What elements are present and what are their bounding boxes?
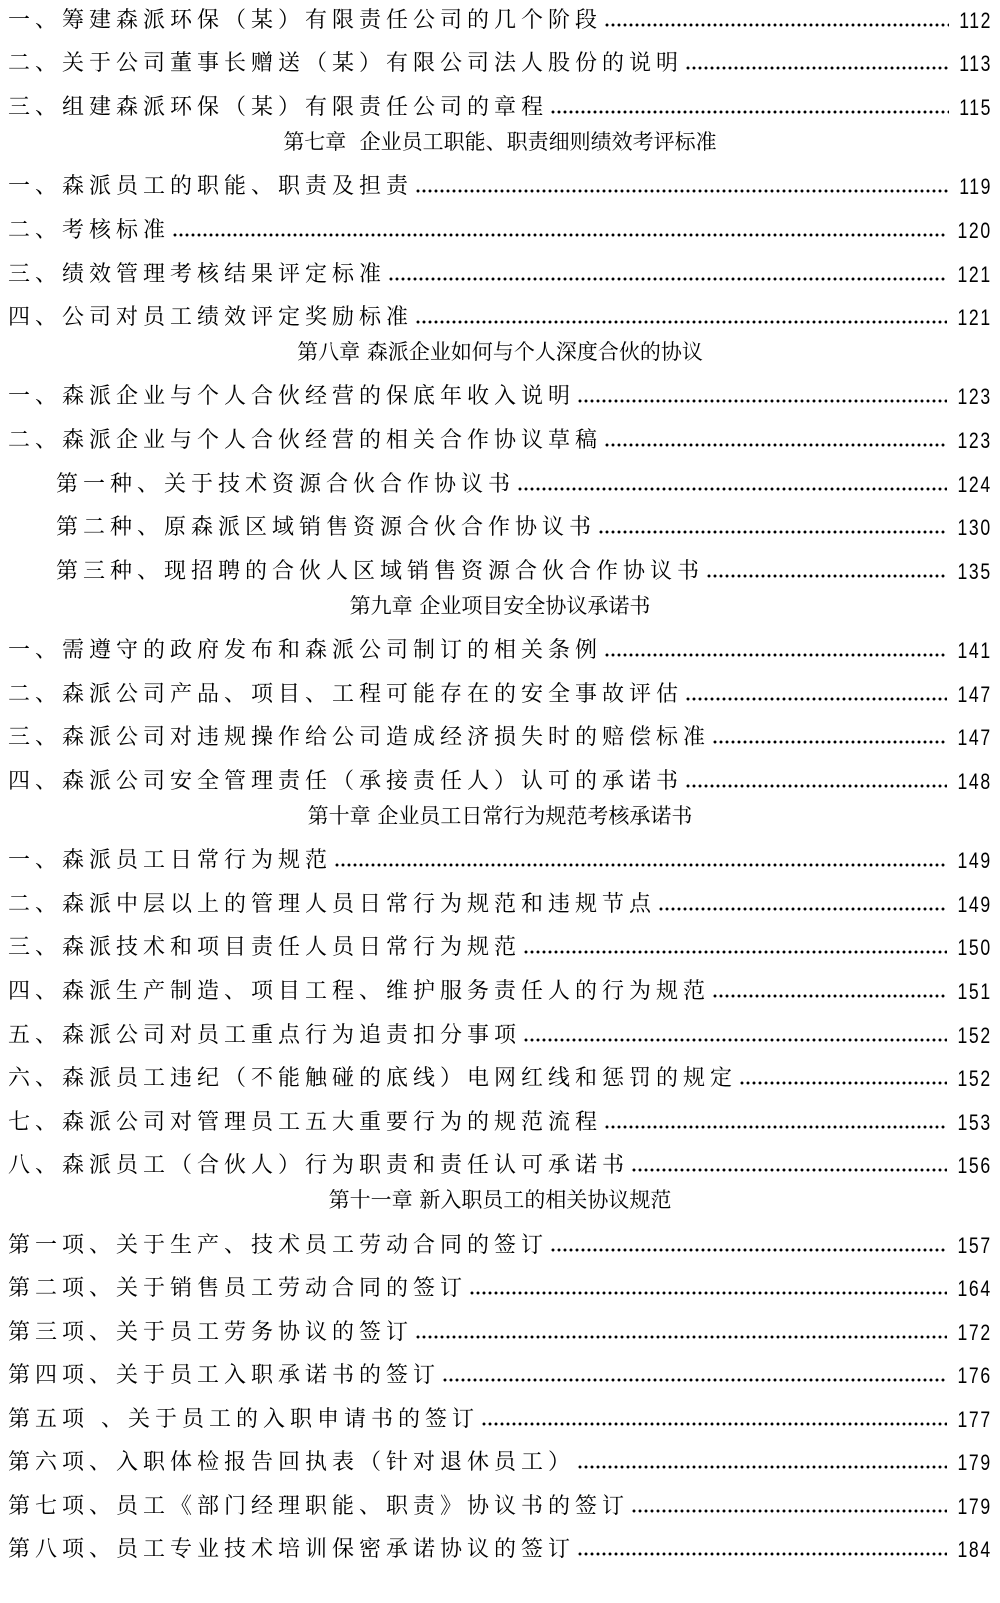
toc-page-number: 130 [957, 515, 992, 540]
toc-entry-title: 一、森派员工的职能、职责及担责 [8, 174, 414, 199]
toc-entry-title: 第二种、原森派区域销售资源合伙合作协议书 [56, 515, 597, 540]
toc-page-number: 179 [957, 1494, 992, 1519]
dot-leader [685, 65, 949, 71]
dot-leader [577, 1551, 947, 1557]
toc-entry[interactable] [8, 886, 992, 920]
toc-page-number: 119 [959, 174, 992, 199]
toc-page-number: 149 [957, 848, 992, 873]
toc-page-number: 141 [957, 638, 992, 663]
dot-leader [604, 22, 949, 28]
toc-entry-title: 第五项 、关于员工的入职申请书的签订 [8, 1407, 479, 1432]
toc-page-number: 112 [959, 8, 992, 33]
dot-leader [481, 1421, 947, 1427]
dot-leader [550, 109, 949, 115]
toc-entry[interactable] [8, 168, 992, 202]
toc-entry-title: 四、森派生产制造、项目工程、维护服务责任人的行为规范 [8, 979, 711, 1004]
toc-entry[interactable] [8, 1401, 992, 1435]
toc-page-number: 156 [957, 1153, 992, 1178]
toc-page-number: 179 [957, 1450, 992, 1475]
toc-entry[interactable] [8, 2, 992, 36]
dot-leader [388, 276, 947, 282]
dot-leader [172, 232, 947, 238]
toc-page-number: 184 [957, 1537, 992, 1562]
toc-page-number: 176 [957, 1363, 992, 1388]
toc-page-number: 123 [957, 384, 992, 409]
dot-leader [598, 529, 947, 535]
dot-leader [658, 906, 947, 912]
toc-entry[interactable] [8, 676, 992, 710]
toc-page-number: 121 [957, 262, 992, 287]
dot-leader [577, 1464, 947, 1470]
toc-entry[interactable] [8, 842, 992, 876]
toc-page-number: 157 [957, 1233, 992, 1258]
toc-entry-title: 第八项、员工专业技术培训保密承诺协议的签订 [8, 1537, 576, 1562]
toc-entry[interactable] [8, 632, 992, 666]
toc-entry[interactable] [8, 1104, 992, 1138]
dot-leader [469, 1290, 947, 1296]
dot-leader [517, 486, 947, 492]
toc-entry[interactable] [8, 1488, 992, 1522]
toc-entry[interactable] [8, 422, 992, 456]
toc-entry-title: 第一种、关于技术资源合伙合作协议书 [56, 472, 516, 497]
dot-leader [706, 573, 947, 579]
toc-page-number: 149 [957, 892, 992, 917]
toc-entry-title: 六、森派员工违纪（不能触碰的底线）电网红线和惩罚的规定 [8, 1066, 738, 1091]
toc-entry[interactable] [56, 553, 992, 587]
toc-page-number: 152 [957, 1023, 992, 1048]
toc-entry-title: 八、森派员工（合伙人）行为职责和责任认可承诺书 [8, 1153, 630, 1178]
toc-entry[interactable] [8, 1147, 992, 1181]
toc-page-number: 121 [957, 305, 992, 330]
dot-leader [604, 442, 947, 448]
toc-entry[interactable] [8, 1060, 992, 1094]
toc-entry-title: 第四项、关于员工入职承诺书的签订 [8, 1363, 441, 1388]
toc-entry-title: 第一项、关于生产、技术员工劳动合同的签订 [8, 1233, 549, 1258]
dot-leader [577, 398, 947, 404]
dot-leader [334, 862, 947, 868]
toc-page-number: 120 [957, 218, 992, 243]
dot-leader [523, 949, 947, 955]
toc-entry[interactable] [8, 1314, 992, 1348]
toc-entry-title: 二、考核标准 [8, 218, 171, 243]
chapter-heading: 第十一章 新入职员工的相关协议规范 [328, 1188, 672, 1212]
toc-page-number: 151 [957, 979, 992, 1004]
toc-entry-title: 四、公司对员工绩效评定奖励标准 [8, 305, 414, 330]
chapter-heading: 第八章 森派企业如何与个人深度合伙的协议 [297, 340, 703, 364]
toc-entry-title: 三、绩效管理考核结果评定标准 [8, 262, 387, 287]
toc-page-number: 147 [957, 725, 992, 750]
dot-leader [415, 1334, 947, 1340]
toc-page-number: 150 [957, 935, 992, 960]
dot-leader [550, 1247, 947, 1253]
toc-entry[interactable] [56, 466, 992, 500]
toc-entry-title: 四、森派公司安全管理责任（承接责任人）认可的承诺书 [8, 769, 684, 794]
toc-entry[interactable] [8, 1531, 992, 1565]
chapter-heading: 第九章 企业项目安全协议承诺书 [349, 594, 651, 618]
toc-entry[interactable] [8, 89, 992, 123]
toc-page-number: 152 [957, 1066, 992, 1091]
toc-entry[interactable] [8, 1227, 992, 1261]
toc-entry[interactable] [56, 509, 992, 543]
dot-leader [712, 993, 947, 999]
toc-page-number: 148 [957, 769, 992, 794]
toc-entry-title: 第三种、现招聘的合伙人区域销售资源合伙合作协议书 [56, 559, 705, 584]
toc-entry-title: 三、森派公司对违规操作给公司造成经济损失时的赔偿标准 [8, 725, 711, 750]
toc-entry-title: 二、森派中层以上的管理人员日常行为规范和违规节点 [8, 892, 657, 917]
toc-entry-title: 一、森派企业与个人合伙经营的保底年收入说明 [8, 384, 576, 409]
toc-page-number: 153 [957, 1110, 992, 1135]
toc-entry[interactable] [8, 719, 992, 753]
chapter-heading: 第十章 企业员工日常行为规范考核承诺书 [307, 804, 693, 828]
toc-entry-title: 二、森派公司产品、项目、工程可能存在的安全事故评估 [8, 682, 684, 707]
toc-entry-title: 七、森派公司对管理员工五大重要行为的规范流程 [8, 1110, 603, 1135]
dot-leader [631, 1508, 947, 1514]
dot-leader [631, 1167, 947, 1173]
toc-page-number: 147 [957, 682, 992, 707]
toc-page-number: 124 [957, 472, 992, 497]
toc-entry-title: 二、关于公司董事长赠送（某）有限公司法人股份的说明 [8, 51, 684, 76]
toc-entry-title: 一、需遵守的政府发布和森派公司制订的相关条例 [8, 638, 603, 663]
toc-entry[interactable] [8, 378, 992, 412]
toc-page-number: 135 [957, 559, 992, 584]
toc-page-number: 177 [957, 1407, 992, 1432]
dot-leader [442, 1377, 947, 1383]
toc-entry-title: 一、筹建森派环保（某）有限责任公司的几个阶段 [8, 8, 603, 33]
toc-page-number: 164 [957, 1276, 992, 1301]
toc-entry[interactable] [8, 45, 992, 79]
dot-leader [685, 783, 947, 789]
dot-leader [685, 696, 947, 702]
toc-page-number: 172 [957, 1320, 992, 1345]
toc-entry[interactable] [8, 1444, 992, 1478]
toc-entry[interactable] [8, 1270, 992, 1304]
toc-entry[interactable] [8, 763, 992, 797]
toc-entry-title: 第六项、入职体检报告回执表（针对退休员工） [8, 1450, 576, 1475]
dot-leader [523, 1037, 947, 1043]
dot-leader [739, 1080, 947, 1086]
dot-leader [415, 188, 949, 194]
toc-entry-title: 第二项、关于销售员工劳动合同的签订 [8, 1276, 468, 1301]
toc-entry-title: 五、森派公司对员工重点行为追责扣分事项 [8, 1023, 522, 1048]
toc-entry-title: 第三项、关于员工劳务协议的签订 [8, 1320, 414, 1345]
toc-entry[interactable] [8, 973, 992, 1007]
toc-entry[interactable] [8, 256, 992, 290]
toc-entry-title: 二、森派企业与个人合伙经营的相关合作协议草稿 [8, 428, 603, 453]
toc-entry-title: 三、森派技术和项目责任人员日常行为规范 [8, 935, 522, 960]
toc-page-number: 115 [959, 95, 992, 120]
dot-leader [415, 319, 947, 325]
toc-entry-title: 一、森派员工日常行为规范 [8, 848, 333, 873]
toc-entry[interactable] [8, 1357, 992, 1391]
dot-leader [604, 1124, 947, 1130]
toc-entry[interactable] [8, 299, 992, 333]
toc-entry-title: 第七项、员工《部门经理职能、职责》协议书的签订 [8, 1494, 630, 1519]
toc-page-number: 123 [957, 428, 992, 453]
toc-entry-title: 三、组建森派环保（某）有限责任公司的章程 [8, 95, 549, 120]
chapter-heading: 第七章 企业员工职能、职责细则绩效考评标准 [283, 130, 717, 154]
dot-leader [712, 739, 947, 745]
dot-leader [604, 652, 947, 658]
toc-page-number: 113 [959, 51, 992, 76]
toc-entry[interactable] [8, 1017, 992, 1051]
toc-entry[interactable] [8, 929, 992, 963]
toc-entry[interactable] [8, 212, 992, 246]
